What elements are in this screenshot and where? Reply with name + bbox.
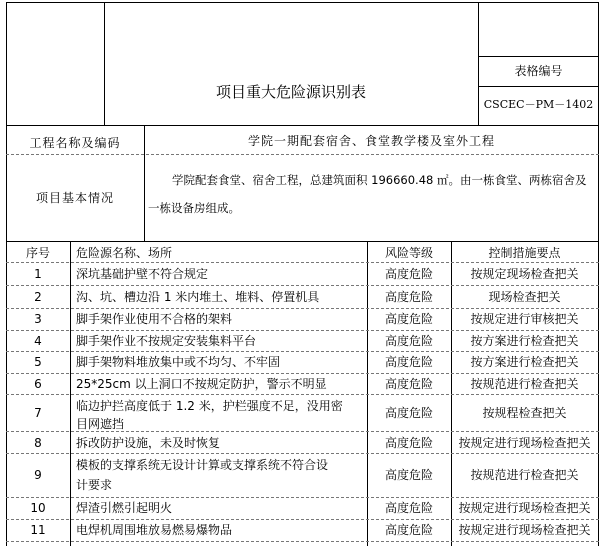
table-row-no: 8 <box>34 436 42 450</box>
col-header-measure: 控制措施要点 <box>488 246 561 260</box>
project-info-line-2: 一栋设备房组成。 <box>148 201 240 215</box>
table-row-name: 深坑基础护壁不符合规定 <box>76 267 209 281</box>
table-row-name: 电焊机周围堆放易燃易爆物品 <box>76 523 233 537</box>
header-bottom <box>6 125 599 126</box>
table-row-measure: 按规定进行现场检查把关 <box>458 523 591 537</box>
project-name-bottom <box>6 154 599 155</box>
table-row-measure: 现场检查把关 <box>488 290 561 304</box>
table-row-measure: 按规定进行现场检查把关 <box>458 501 591 515</box>
table-row-name: 焊渣引燃引起明火 <box>76 501 173 515</box>
table-row-no: 1 <box>34 267 42 281</box>
table-row-name: 25*25cm 以上洞口不按规定防护，警示不明显 <box>76 377 327 391</box>
table-row-level: 高度危险 <box>384 501 433 515</box>
table-row-name-line-1: 临边护拦高度低于 1.2 米，护栏强度不足，没用密 <box>76 399 343 413</box>
row-line-7 <box>6 431 599 432</box>
table-row-name-line-1: 模板的支撑系统无设计计算或支撑系统不符合设 <box>76 458 329 472</box>
table-row-level: 高度危险 <box>384 377 433 391</box>
table-row-measure: 按方案进行检查把关 <box>470 334 579 348</box>
table-row-level: 高度危险 <box>384 290 433 304</box>
row-line-11 <box>6 541 599 542</box>
table-row-no: 3 <box>34 312 42 326</box>
table-row-name: 脚手架物料堆放集中或不均匀、不牢固 <box>76 355 281 369</box>
table-row-level: 高度危险 <box>384 334 433 348</box>
row-line-6 <box>6 394 599 395</box>
table-row-level: 高度危险 <box>384 468 433 482</box>
form-number-value: CSCEC－PM－1402 <box>483 98 594 111</box>
table-row-name-line-2: 计要求 <box>76 478 113 492</box>
col-header-level: 风险等级 <box>384 246 433 260</box>
table-row-no: 5 <box>34 355 42 369</box>
table-row-measure: 按规范进行检查把关 <box>470 468 579 482</box>
project-name-value: 学院一期配套宿舍、食堂教学楼及室外工程 <box>247 134 495 148</box>
project-name-label: 工程名称及编码 <box>29 136 121 150</box>
table-row-name: 脚手架作业使用不合格的架料 <box>76 312 233 326</box>
row-line-2 <box>6 308 599 309</box>
project-info-label: 项目基本情况 <box>35 191 114 205</box>
table-row-level: 高度危险 <box>384 406 433 420</box>
project-info-line-1: 学院配套食堂、宿舍工程，总建筑面积 196660.48 ㎡。由一栋食堂、两栋宿舍及 <box>172 173 587 187</box>
table-row-level: 高度危险 <box>384 523 433 537</box>
row-line-10 <box>6 519 599 520</box>
table-row-measure: 按方案进行检查把关 <box>470 355 579 369</box>
table-row-no: 2 <box>34 290 42 304</box>
frame-right <box>598 2 599 546</box>
table-row-no: 6 <box>34 377 42 391</box>
document-title: 项目重大危险源识别表 <box>215 83 366 101</box>
table-header-bottom <box>6 262 599 263</box>
table-row-level: 高度危险 <box>384 267 433 281</box>
table-row-no: 9 <box>34 468 42 482</box>
table-row-measure: 按规范进行检查把关 <box>470 377 579 391</box>
frame-top <box>6 2 599 3</box>
table-row-no: 7 <box>34 406 42 420</box>
col-header-name: 危险源名称、场所 <box>76 246 173 260</box>
table-row-level: 高度危险 <box>384 436 433 450</box>
row-line-5 <box>6 373 599 374</box>
table-row-name: 脚手架作业不按规定安装集料平台 <box>76 334 257 348</box>
row-line-4 <box>6 351 599 352</box>
table-row-name: 沟、坑、槽边沿 1 米内堆土、堆料、停置机具 <box>76 290 320 304</box>
table-row-name: 拆改防护设施，未及时恢复 <box>76 436 221 450</box>
header-left-divider <box>104 2 105 126</box>
row-line-9 <box>6 497 599 498</box>
table-row-name-line-2: 目网遮挡 <box>76 417 125 431</box>
row-line-3 <box>6 330 599 331</box>
table-row-measure: 按规程检查把关 <box>482 406 567 420</box>
table-row-level: 高度危险 <box>384 312 433 326</box>
table-row-measure: 按规定进行审核把关 <box>470 312 579 326</box>
row-line-1 <box>6 285 599 286</box>
row-line-8 <box>6 453 599 454</box>
table-row-measure: 按规定现场检查把关 <box>470 267 579 281</box>
table-row-no: 4 <box>34 334 42 348</box>
table-row-no: 11 <box>30 523 46 537</box>
header-code-mid <box>478 86 599 87</box>
table-row-no: 10 <box>30 501 46 515</box>
form-number-label: 表格编号 <box>514 64 563 78</box>
col-header-no: 序号 <box>25 246 50 260</box>
header-code-top <box>478 56 599 57</box>
project-info-bottom <box>6 241 599 242</box>
table-row-level: 高度危险 <box>384 355 433 369</box>
table-row-measure: 按规定进行现场检查把关 <box>458 436 591 450</box>
